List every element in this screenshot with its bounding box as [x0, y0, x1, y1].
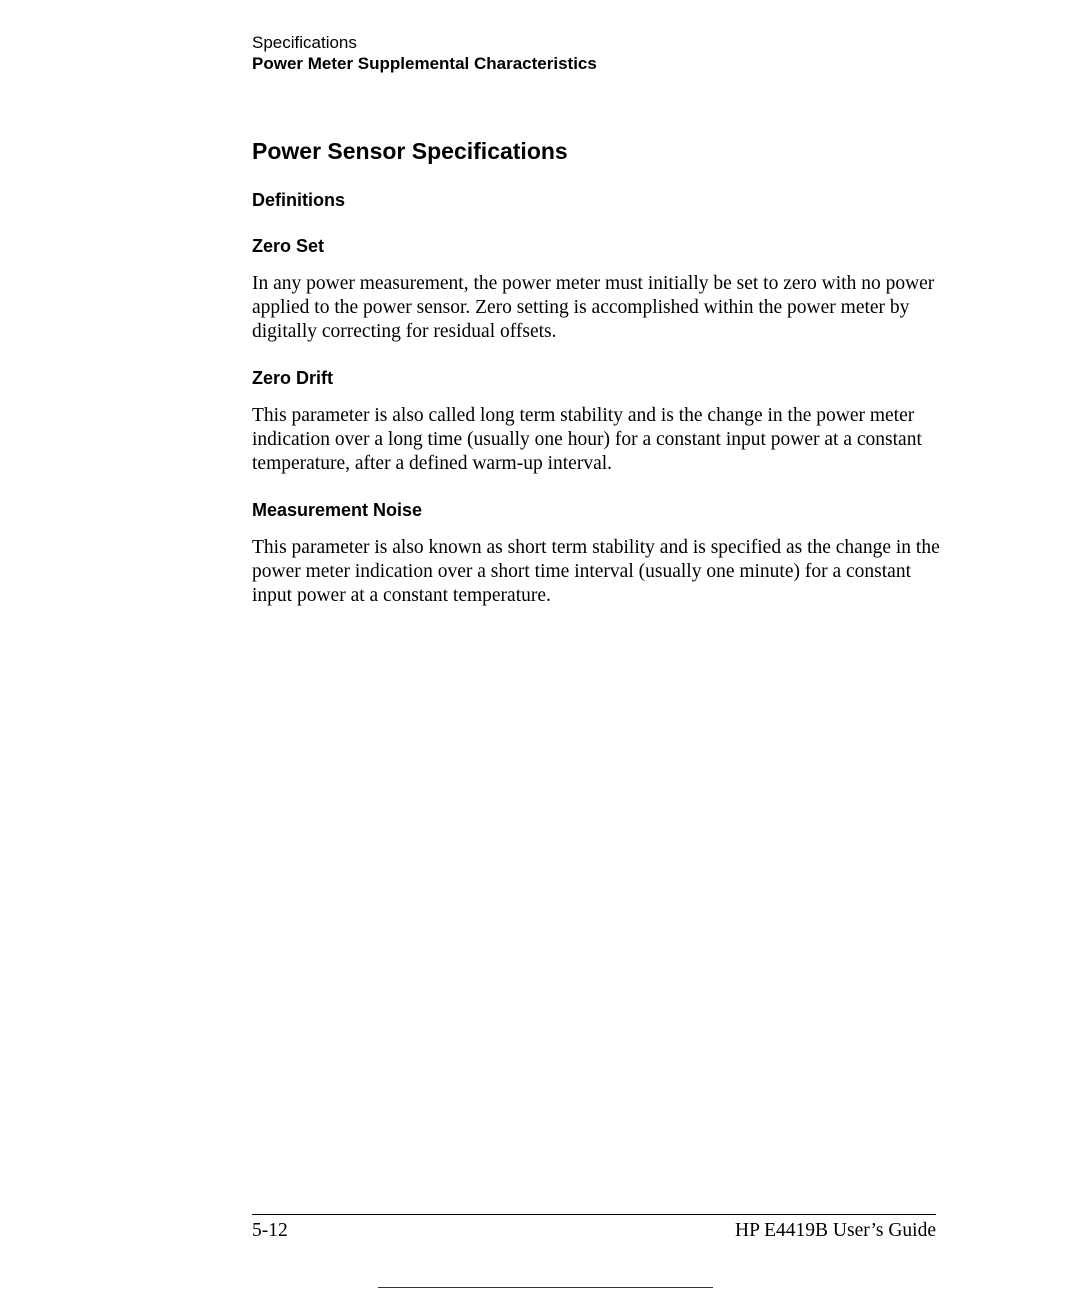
zero-set-heading: Zero Set: [252, 236, 325, 256]
zero-set-paragraph: In any power measurement, the power meter must initially be set to zero with no power applied to the power sensor. Zero setting is accomplished within the power meter by digitally correcting for residual offsets.: [252, 273, 935, 342]
header-chapter: Specifications: [252, 33, 357, 52]
zero-drift-heading: Zero Drift: [252, 368, 333, 388]
link-underline[interactable]: [378, 1287, 713, 1288]
page-number: 5-12: [252, 1220, 288, 1241]
measurement-noise-heading: Measurement Noise: [252, 500, 423, 520]
definitions-heading: Definitions: [252, 190, 345, 210]
document-title: HP E4419B User’s Guide: [735, 1220, 936, 1241]
measurement-noise-paragraph: This parameter is also known as short term stability and is specified as the change in the power meter indication over a short time interval (usually one minute) for a constant input power at a constant temperature.: [252, 537, 940, 606]
footer-rule: [252, 1214, 936, 1215]
main-content: [252, 136, 942, 630]
zero-drift-paragraph: This parameter is also called long term stability and is the change in the power meter indication over a long time (usually one hour) for a constant input power at a constant temperature, after a defined warm-up interval.: [252, 405, 922, 474]
header-section: Power Meter Supplemental Characteristics: [252, 54, 597, 73]
section-title: Power Sensor Specifications: [252, 138, 568, 164]
running-header: [252, 32, 597, 74]
